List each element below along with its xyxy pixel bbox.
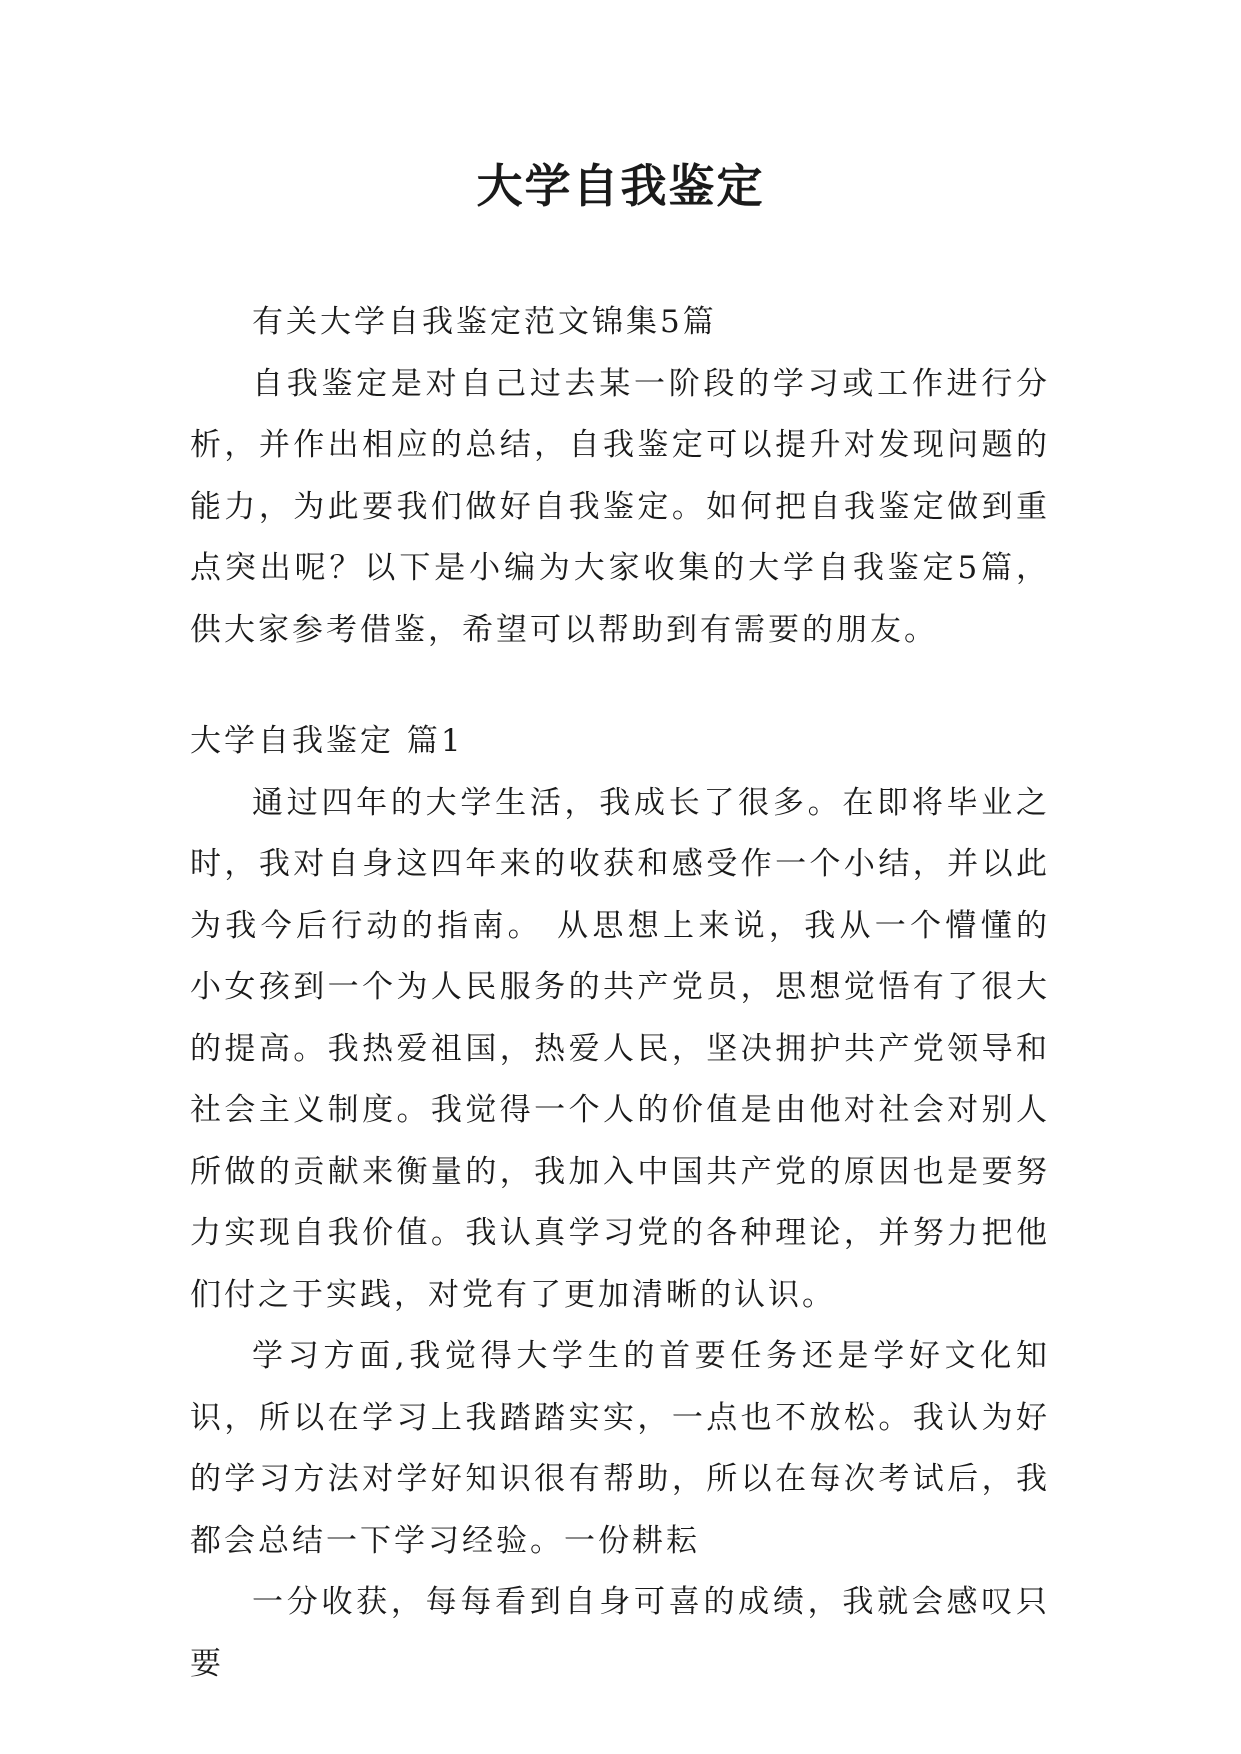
document-body (190, 292, 1050, 1695)
intro-paragraph: 自我鉴定是对自己过去某一阶段的学习或工作进行分析，并作出相应的总结，自我鉴定可以提升对发现问题的能力，为此要我们做好自我鉴定。如何把自我鉴定做到重点突出呢？以下是小编为大家收集的大学自我鉴定5篇，供大家参考借鉴，希望可以帮助到有需要的朋友。 (190, 365, 1050, 648)
section-paragraph: 一分收获，每每看到自身可喜的成绩，我就会感叹只要 (190, 1584, 1050, 1682)
section-heading: 大学自我鉴定 篇1 (190, 723, 464, 759)
section-paragraph: 学习方面,我觉得大学生的首要任务还是学好文化知识，所以在学习上我踏踏实实，一点也不放松。我认为好的学习方法对学好知识很有帮助，所以在每次考试后，我都会总结一下学习经验。一份耕耘 (190, 1338, 1050, 1559)
document-subtitle: 有关大学自我鉴定范文锦集5篇 (252, 304, 717, 340)
section-paragraph: 通过四年的大学生活，我成长了很多。在即将毕业之时，我对自身这四年来的收获和感受作一个小结，并以此为我今后行动的指南。 从思想上来说，我从一个懵懂的小女孩到一个为人民服务的共产党员，思想觉悟有了很大的提高。我热爱祖国，热爱人民，坚决拥护共产党领导和社会主义制度。我觉得一个人的价值是由他对社会对别人所做的贡献来衡量的，我加入中国共产党的原因也是要努力实现自我价值。我认真学习党的各种理论，并努力把他们付之于实践，对党有了更加清晰的认识。 (190, 784, 1050, 1313)
document-title: 大学自我鉴定 (476, 159, 765, 213)
section-spacer (190, 661, 1050, 711)
